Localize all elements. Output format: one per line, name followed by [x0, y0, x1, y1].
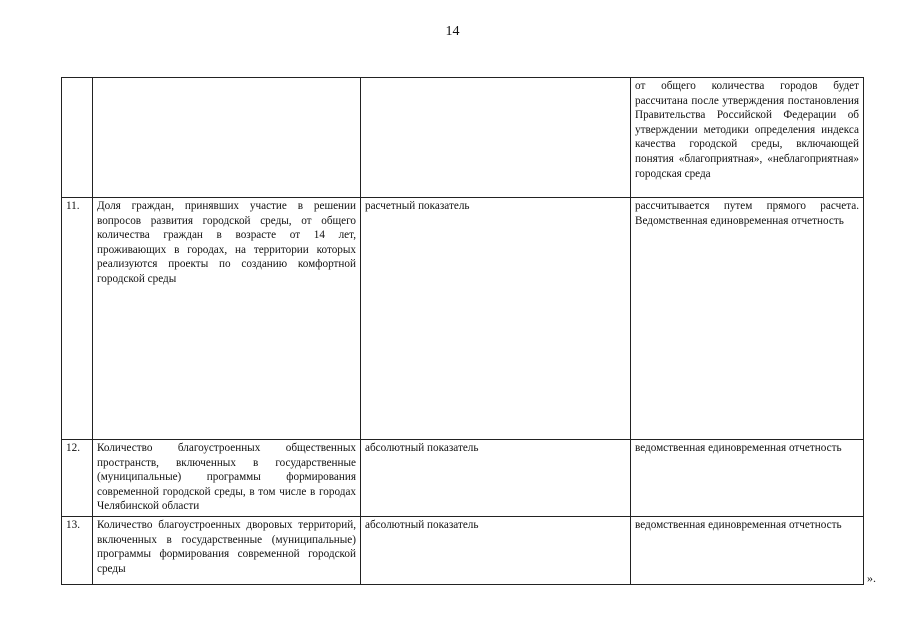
- page-number: 14: [445, 24, 460, 39]
- method-note-cell: ведомственная единовременная отчетность: [631, 440, 864, 517]
- indicator-name-cell: Доля граждан, принявших участие в решении вопросов развития городской среды, от общего количества граждан в возрасте от 14 лет, проживающих в городах, на территории которых реализуются проекты по созданию комфортной городской среды: [93, 198, 361, 440]
- row-number-cell: 12.: [62, 440, 93, 517]
- table-row: [62, 78, 864, 198]
- indicator-name-cell: Количество благоустроенных общественных пространств, включенных в государственные (муниципальные) программы формирования современной городской среды, в том числе в городах Челябинской области: [93, 440, 361, 517]
- table-row: [62, 517, 864, 585]
- method-note-cell: от общего количества городов будет рассчитана после утверждения постановления Правительства Российской Федерации об утверждении методики определения индекса качества городской среды, включающей понятия «благоприятная», «неблагоприятная» городская среда: [631, 78, 864, 198]
- row-number-cell: 11.: [62, 198, 93, 440]
- indicator-name-cell: Количество благоустроенных дворовых территорий, включенных в государственные (муниципальные) программы формирования современной городской среды: [93, 517, 361, 585]
- row-number-cell: 13.: [62, 517, 93, 585]
- row-number-cell: [62, 78, 93, 198]
- indicator-type-cell: расчетный показатель: [361, 198, 631, 440]
- indicators-table: [61, 77, 864, 585]
- indicator-type-cell: абсолютный показатель: [361, 440, 631, 517]
- method-note-cell: рассчитывается путем прямого расчета. Ведомственная единовременная отчетность: [631, 198, 864, 440]
- indicator-name-cell: [93, 78, 361, 198]
- indicator-type-cell: [361, 78, 631, 198]
- table-row: [62, 198, 864, 440]
- table-row: [62, 440, 864, 517]
- indicator-type-cell: абсолютный показатель: [361, 517, 631, 585]
- closing-quote-mark: ».: [867, 571, 876, 585]
- method-note-cell: ведомственная единовременная отчетность: [631, 517, 864, 585]
